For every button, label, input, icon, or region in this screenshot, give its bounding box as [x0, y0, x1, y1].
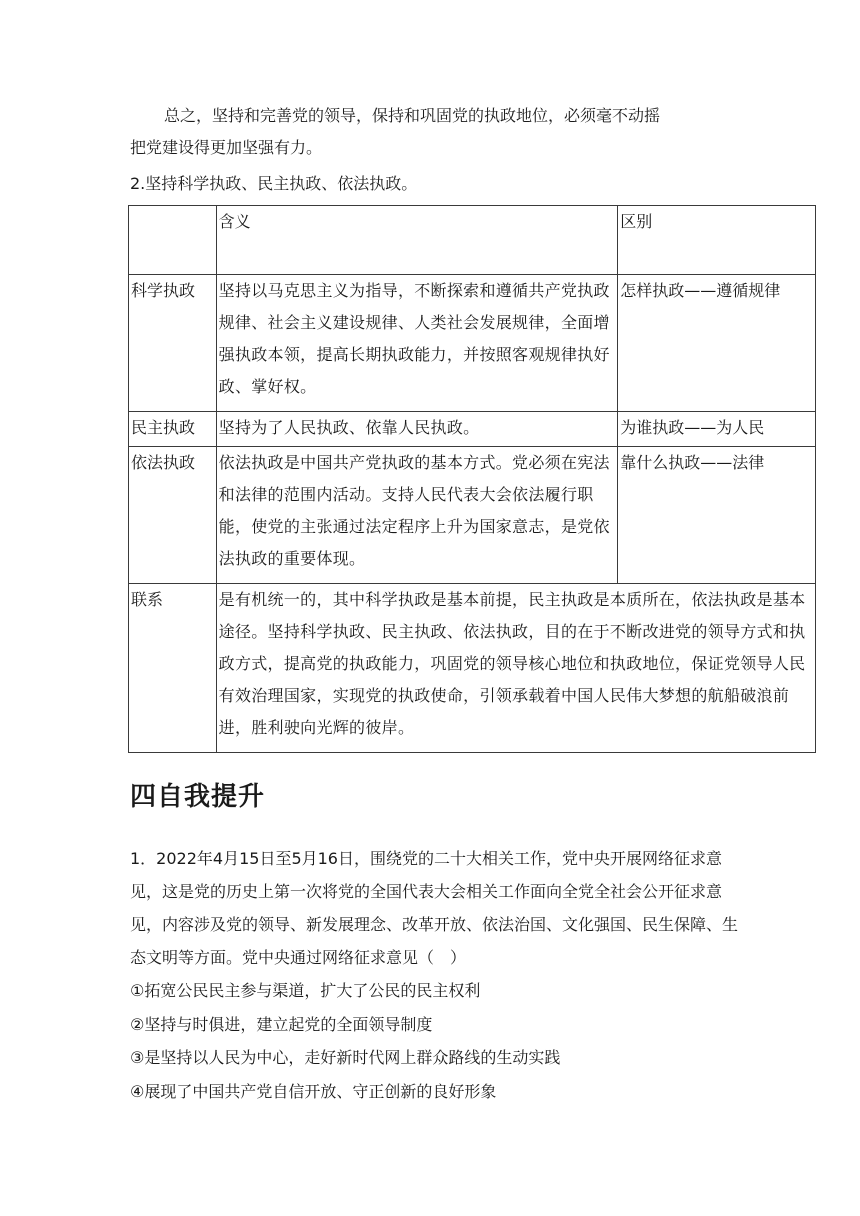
- option-item: ②坚持与时俱进，建立起党的全面领导制度: [130, 1014, 433, 1034]
- row-difference: 为谁执政——为人民: [618, 412, 816, 447]
- summary-line-1: 总之，坚持和完善党的领导，保持和巩固党的执政地位，必须毫不动摇: [164, 106, 661, 125]
- section-heading: 四自我提升: [130, 782, 266, 812]
- row-meaning: 依法执政是中国共产党执政的基本方式。党必须在宪法和法律的范围内活动。支持人民代表大会依法履行职能，使党的主张通过法定程序上升为国家意志，是党依法执政的重要体现。: [216, 447, 618, 584]
- row-difference: 靠什么执政——法律: [618, 447, 816, 584]
- comparison-table: [128, 205, 816, 753]
- table-header-row: [129, 206, 816, 275]
- header-cell-meaning: 含义: [216, 206, 618, 275]
- table-row-democratic: [129, 412, 816, 447]
- row-label: 科学执政: [129, 275, 217, 412]
- row-connection-content: 是有机统一的，其中科学执政是基本前提，民主执政是本质所在，依法执政是基本途径。坚持科学执政、民主执政、依法执政，目的在于不断改进党的领导方式和执政方式，提高党的执政能力，巩固党的领导核心地位和执政地位，保证党领导人民有效治理国家，实现党的执政使命，引领承载着中国人民伟大梦想的航船破浪前进，胜利驶向光辉的彼岸。: [216, 584, 815, 753]
- row-label: 依法执政: [129, 447, 217, 584]
- option-item: ①拓宽公民民主参与渠道，扩大了公民的民主权利: [130, 981, 481, 1000]
- header-cell-blank: [129, 206, 217, 275]
- row-difference: 怎样执政——遵循规律: [618, 275, 816, 412]
- question-text: 1．2022年4月15日至5月16日，围绕党的二十大相关工作，党中央开展网络征求意见，这是党的历史上第一次将党的全国代表大会相关工作面向全党全社会公开征求意见，内容涉及党的领导、新发展理念、改革开放、依法治国、文化强国、民生保障、生态文明等方面。党中央通过网络征求意见（ ）: [130, 849, 739, 967]
- question-options: [130, 974, 742, 1108]
- point-heading: 2.坚持科学执政、民主执政、依法执政。: [130, 174, 418, 193]
- row-label: 民主执政: [129, 412, 217, 447]
- row-meaning: 坚持为了人民执政、依靠人民执政。: [216, 412, 618, 447]
- table-row-connection: [129, 584, 816, 753]
- row-label: 联系: [129, 584, 217, 753]
- summary-paragraph: [130, 100, 770, 164]
- summary-line-2: 把党建设得更加坚强有力。: [130, 138, 323, 157]
- row-meaning: 坚持以马克思主义为指导，不断探索和遵循共产党执政规律、社会主义建设规律、人类社会发展规律，全面增强执政本领，提高长期执政能力，并按照客观规律执好政、掌好权。: [216, 275, 618, 412]
- option-item: ④展现了中国共产党自信开放、守正创新的良好形象: [130, 1081, 497, 1101]
- table-row-lawbased: [129, 447, 816, 584]
- table-row-scientific: [129, 275, 816, 412]
- option-item: ③是坚持以人民为中心，走好新时代网上群众路线的生动实践: [130, 1048, 561, 1067]
- header-cell-difference: 区别: [618, 206, 816, 275]
